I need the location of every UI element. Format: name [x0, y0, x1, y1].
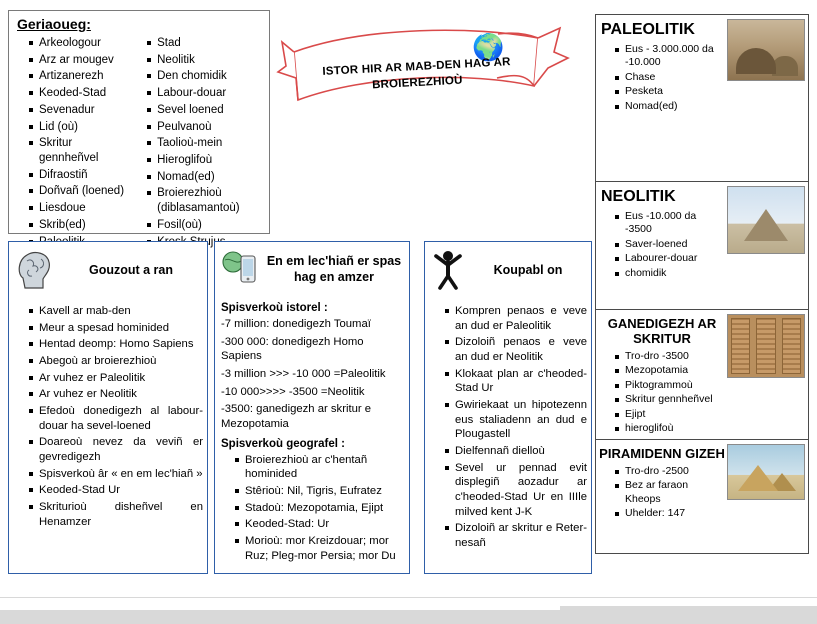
historical-markers: [219, 317, 405, 432]
list-item: Eus - 3.000.000 da -10.000: [615, 43, 725, 70]
list-item: Arz ar mougev: [29, 53, 131, 68]
list-item: hieroglifoù: [615, 422, 725, 435]
list-item: Broierezhioù ar c'hentañ hominided: [235, 453, 405, 482]
cave-dwelling-photo: [727, 19, 805, 81]
list-item: Ar vuhez er Paleolitik: [29, 371, 203, 386]
title-ribbon: [276, 8, 572, 116]
list-item: Labourer-douar: [615, 252, 725, 265]
cuneiform-tablets-photo: [727, 314, 805, 378]
list-item: Skriturioù disheñvel en Henamzer: [29, 500, 203, 529]
list-item: Kompren penaos e veve an dud er Paleolitik: [445, 304, 587, 333]
list-item: Stadoù: Mezopotamia, Ejipt: [235, 501, 405, 516]
list-item: Doñvañ (loened): [29, 184, 131, 199]
knowledge-panel: [8, 241, 208, 574]
globe-icon: 🌍: [472, 32, 505, 62]
neolithic-hut-photo: [727, 186, 805, 254]
list-item: -7 million: donedigezh Toumaï: [221, 318, 371, 330]
list-item: Dielfennañ dielloù: [445, 444, 587, 459]
period-title: PALEOLITIK: [601, 21, 695, 38]
list-item: Fosil(où): [147, 218, 265, 233]
period-card-skritur: [595, 310, 809, 440]
list-item: Keoded-Stad Ur: [29, 483, 203, 498]
brain-head-icon: [15, 248, 55, 293]
vocabulary-title: Geriaoueg:: [17, 16, 91, 32]
period-card-paleolitik: [595, 14, 809, 182]
subsection-label-historical: Spisverkoù istorel :: [221, 302, 328, 314]
list-item: Spisverkoù âr « en em lec'hiañ »: [29, 467, 203, 482]
pyramids-photo: [727, 444, 805, 500]
list-item: Neolitik: [147, 53, 265, 68]
panel-title: Gouzout a ran: [88, 262, 174, 277]
list-item: Arkeologour: [29, 36, 131, 51]
list-item: Kavell ar mab-den: [29, 304, 203, 319]
list-item: Bez ar faraon Kheops: [615, 479, 725, 506]
list-item: Mezopotamia: [615, 364, 725, 377]
panel-title: Koupabl on: [493, 262, 563, 277]
vocabulary-panel: [8, 10, 270, 234]
list-item: Ejipt: [615, 408, 725, 421]
list-item: Gwiriekaat un hipotezenn eus staliadenn an dud e Plougastell: [445, 398, 587, 442]
list-item: Liesdoue: [29, 201, 131, 216]
list-item: Eus -10.000 da -3500: [615, 210, 725, 237]
list-item: Uhelder: 147: [615, 507, 725, 520]
list-item: Chase: [615, 71, 725, 84]
footer-white-area: [0, 598, 560, 610]
list-item: Piktogrammoù: [615, 379, 725, 392]
list-item: -300 000: donedigezh Homo Sapiens: [221, 335, 364, 363]
geographic-markers: [219, 453, 405, 564]
list-item: Keoded-Stad: [29, 86, 131, 101]
globe-phone-icon: [221, 248, 259, 291]
list-item: -3 million >>> -10 000 =Paleolitik: [221, 368, 386, 381]
list-item: Stêrioù: Nil, Tigris, Eufratez: [235, 484, 405, 499]
list-item: Lid (où): [29, 120, 131, 135]
page-title: ISTOR HIR AR MAB-DEN HAG AR BROIEREZHIOÙ: [322, 56, 511, 91]
skills-panel: [424, 241, 592, 574]
list-item: Tro-dro -3500: [615, 350, 725, 363]
period-card-neolitik: [595, 182, 809, 310]
list-item: Stad: [147, 36, 265, 51]
period-title: NEOLITIK: [601, 188, 676, 205]
period-title: GANEDIGEZH AR SKRITUR: [607, 316, 717, 346]
period-card-piramidenn: [595, 440, 809, 554]
list-item: Sevenadur: [29, 103, 131, 118]
vocabulary-column-left: [13, 36, 131, 251]
list-item: Broierezhioù (diblasamantoù): [147, 186, 265, 215]
list-item: Doareoù nevez da veviñ er gevredigezh: [29, 435, 203, 464]
list-item: Skritur gennheñvel: [29, 136, 131, 165]
list-item: Abegoù ar broierezhioù: [29, 354, 203, 369]
period-title: PIRAMIDENN GIZEH: [599, 446, 725, 461]
list-item: Sevel ur pennad evit displegiñ aozadur ar c'heoded-Stad Ur en IIIle milved kent J-K: [445, 461, 587, 520]
vocabulary-column-right: [131, 36, 265, 251]
list-item: Ar vuhez er Neolitik: [29, 387, 203, 402]
list-item: Keoded-Stad: Ur: [235, 517, 405, 532]
list-item: chomidik: [615, 267, 725, 280]
list-item: Morioù: mor Kreizdouar; mor Ruz; Pleg-mor Persia; mor Du: [235, 534, 405, 563]
list-item: Tro-dro -2500: [615, 465, 725, 478]
list-item: Den chomidik: [147, 69, 265, 84]
page-footer-strip: [0, 597, 817, 623]
list-item: Dizoloiñ ar skritur e Reter-nesañ: [445, 521, 587, 550]
list-item: Nomad(ed): [147, 170, 265, 185]
subsection-label-geographic: Spisverkoù geografel :: [221, 437, 345, 450]
list-item: Skritur gennheñvel: [615, 393, 725, 406]
list-item: Sevel loened: [147, 103, 265, 118]
list-item: Artizanerezh: [29, 69, 131, 84]
list-item: -10 000>>>> -3500 =Neolitik: [221, 385, 365, 398]
panel-title: En em lec'hiañ er spas hag en amzer: [266, 253, 402, 284]
space-time-panel: [214, 241, 410, 574]
list-item: Nomad(ed): [615, 100, 725, 113]
list-item: Hentad deomp: Homo Sapiens: [29, 337, 203, 352]
list-item: Peulvanoù: [147, 120, 265, 135]
list-item: Skrib(ed): [29, 218, 131, 233]
list-item: Dizoloiñ penaos e veve an dud er Neolitik: [445, 335, 587, 364]
list-item: -3500: ganedigezh ar skritur e Mezopotamia: [221, 403, 372, 431]
list-item: Meur a spesad hominided: [29, 321, 203, 336]
list-item: Efedoù donedigezh al labour-douar ha sevel-loened: [29, 404, 203, 433]
person-raised-arms-icon: [431, 248, 465, 293]
list-item: Taolioù-mein: [147, 136, 265, 151]
list-item: Klokaat plan ar c'heoded-Stad Ur: [445, 367, 587, 396]
list-item: Hieroglifoù: [147, 153, 265, 168]
timeline-periods: [595, 14, 809, 554]
list-item: Difraostiñ: [29, 168, 131, 183]
list-item: Pesketa: [615, 85, 725, 98]
list-item: Labour-douar: [147, 86, 265, 101]
list-item: Saver-loened: [615, 238, 725, 251]
